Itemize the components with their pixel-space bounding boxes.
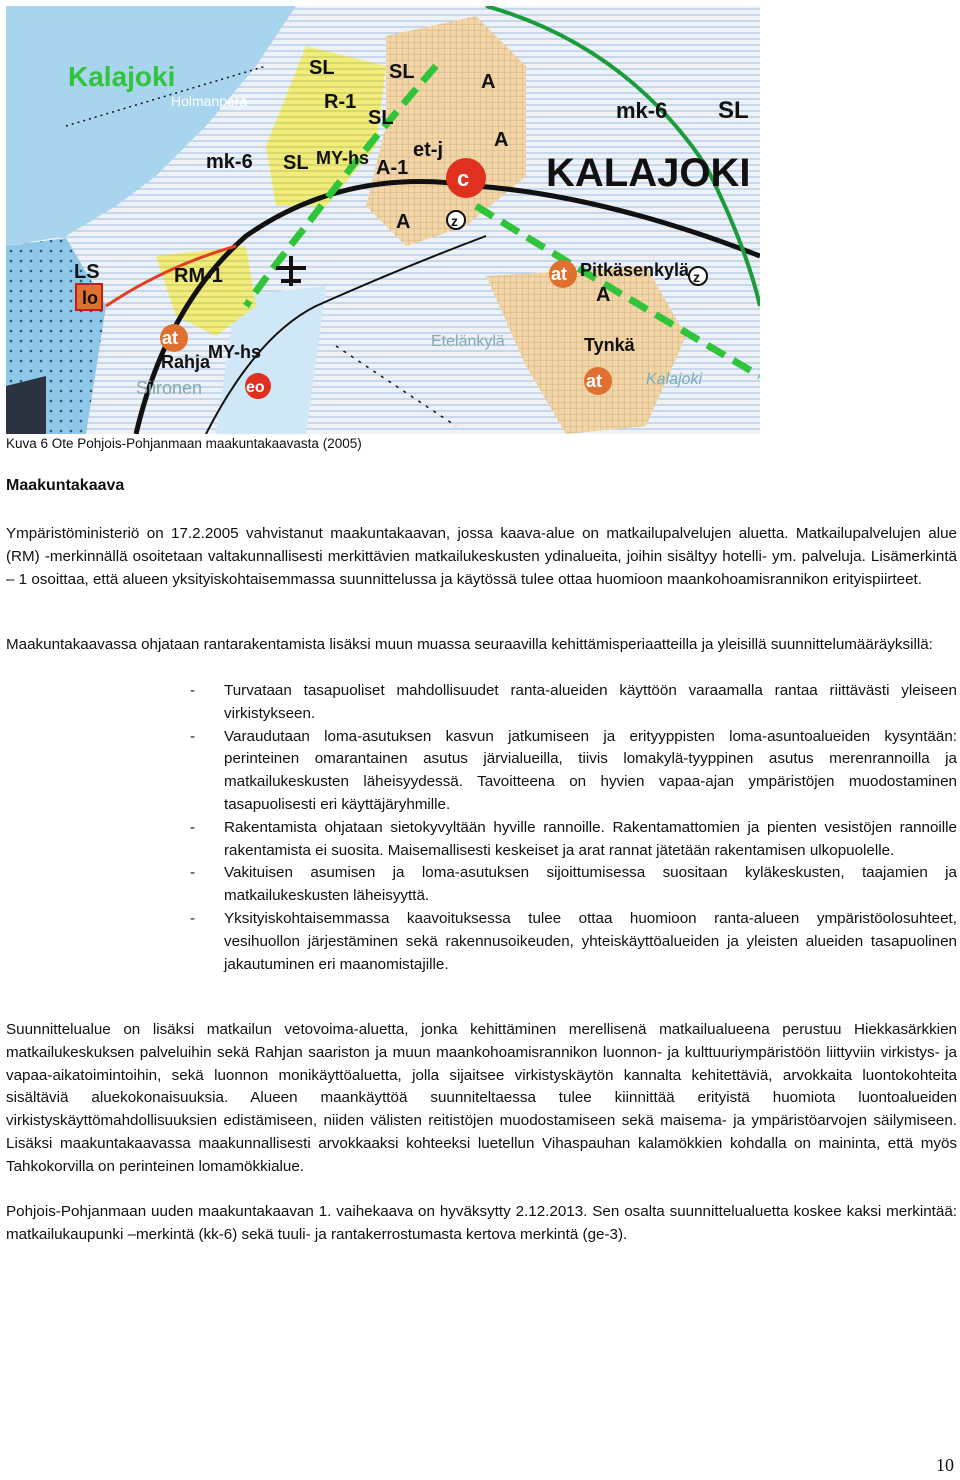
paragraph-4: Pohjois-Pohjanmaan uuden maakuntakaavan 1. vaihekaava on hyväksytty 2.12.2013. Sen osalta suunnittelualuetta koskee kaksi merkintää: matkailukaupunki –merkintä (kk-6) sekä tuuli- ja rantakerrostumasta kertova merkintä (ge-3). <box>6 1203 957 1243</box>
section-heading: Maakuntakaava <box>6 477 125 494</box>
label-z-1: z <box>451 213 458 229</box>
paragraph-2: Maakuntakaavassa ohjataan rantarakentamista lisäksi muun muassa seuraavilla kehittämisperiaatteilla ja yleisillä suunnittelumääräyksillä: <box>6 636 933 653</box>
figure-caption: Kuva 6 Ote Pohjois-Pohjanmaan maakuntakaavasta (2005) <box>6 436 362 451</box>
paragraph-1: Ympäristöministeriö on 17.2.2005 vahvistanut maakuntakaavan, jossa kaava-alue on matkailupalvelujen aluetta. Matkailupalvelujen alue (RM) -merkinnällä osoitetaan valtakunnallisesti merkittävien matkailukeskusten ydinalueita, joihin sisältyy hotelli- ym. palveluja. Lisämerkintä – 1 osoittaa, että alueen yksityiskohtaisemmassa suunnittelussa ja käytössä tulee ottaa huomioon maankohoamisrannikon erityispiirteet. <box>6 525 957 588</box>
list-item: - Vakituisen asumisen ja loma-asutuksen sijoittumisessa suositaan kyläkeskusten, taajamien ja matkailukeskusten läheisyyttä. <box>190 864 957 905</box>
list-item: - Yksityiskohtaisemmassa kaavoituksessa tulee ottaa huomioon ranta-alueen ympäristöolosuhteet, vesihuollon järjestäminen sekä rakennusoikeuden, yhteiskäyttöalueiden ja yleisten alueiden tasapuolinen jakautuminen eri maanomistajille. <box>190 909 957 973</box>
label-rm1: RM-1 <box>174 265 223 287</box>
page-number: 10 <box>936 1455 954 1475</box>
label-a-3: A <box>396 211 411 233</box>
label-kalajoki-small: Kalajoki <box>68 61 176 92</box>
list-item: - Varaudutaan loma-asutuksen kasvun jatkumiseen ja erityyppisten loma-asuntoalueiden kysyntään: perinteinen omarantainen asutus järvialueilla, tiivis lomakylä-tyyppinen asutus merenrannoilla ja matkailukeskusten läheisyydessä. Tavoitteena on hyvien vapaa-ajan ympäristöjen muodostaminen tasapuolisesti eri käyttäjäryhmille. <box>190 727 957 813</box>
dark-land <box>6 376 46 434</box>
label-myhs-2: MY-hs <box>208 342 262 362</box>
label-sl-3: SL <box>368 107 394 129</box>
label-eo: eo <box>246 379 265 396</box>
label-et-j: et-j <box>413 139 443 161</box>
label-sl-5: SL <box>718 97 749 124</box>
list-dash: - <box>190 864 196 882</box>
label-a-1: A <box>481 71 496 93</box>
list-dash: - <box>190 682 196 699</box>
paragraph-3: Suunnittelualue on lisäksi matkailun vetovoima-aluetta, jonka kehittäminen merellisenä matkailualueena perustuu Hiekkasärkkien matkailukeskuksen palveluihin sekä Rahjan saariston ja muun maankohoamisrannikon luonnon- ja kulttuuriympäristöön liittyviin virkistys- ja vapaa-aikatoimintoihin, sekä luonnon monikäyttöaluetta, jolla sijaitsee virkistyskäytön kannalta kehitettäviä, arvokkaita luontokohteita sisältäviä aluekokonaisuuksia. Alueen maankäyttöä suunniteltaessa tulee kiinnittää erityistä huomiota luontoalueiden virkistyskäyttömahdollisuuksien edistämiseen, niiden välisten reitistöjen muodostamiseen sekä maisema- ja ympäristöarvojen säilymiseen. Lisäksi maakuntakaavassa maakunnallisesti arvokkaaksi kohteeksi luetellun Vihaspauhan kalamökkien kohdalla on maininta, että myös Tahkokorvilla on perinteinen lomamökkialue. <box>6 1021 957 1175</box>
label-a-4: A <box>596 284 611 306</box>
label-kalajoki-river: Kalajoki <box>646 371 703 388</box>
label-mk6-east: mk-6 <box>616 98 668 123</box>
label-myhs-1: MY-hs <box>316 148 370 168</box>
label-pitkasenkyla: Pitkäsenkylä <box>580 260 690 280</box>
guideline-list <box>190 680 957 976</box>
list-dash: - <box>190 909 196 927</box>
list-item: - Rakentamista ohjataan sietokyvyltään hyville rannoille. Rakentamattomien ja pienten vesistöjen rannoille rakentamista ei suosita. Maisemallisesti keskeiset ja arat rannat jätetään rakentamisen ulkopuolelle. <box>190 818 957 859</box>
label-kalajoki-big: KALAJOKI <box>546 151 751 195</box>
label-sl-2: SL <box>389 61 415 83</box>
label-r1: R-1 <box>324 91 357 113</box>
label-siironen: Siironen <box>136 378 203 398</box>
label-at-1: at <box>162 328 179 348</box>
label-z-2: z <box>693 269 700 285</box>
label-etelankyla: Etelänkylä <box>431 333 505 350</box>
label-at-2: at <box>551 264 568 284</box>
label-tynka: Tynkä <box>584 335 635 355</box>
label-mk6-west: mk-6 <box>206 151 253 173</box>
label-c: c <box>457 166 470 191</box>
label-sl-1: SL <box>309 57 335 79</box>
label-rahja: Rahja <box>161 352 211 372</box>
label-a1: A-1 <box>376 157 409 179</box>
label-lo: lo <box>82 288 98 308</box>
label-holmanpera: Holmanperä <box>171 93 248 109</box>
regional-plan-map <box>6 6 760 434</box>
label-a-2: A <box>494 129 509 151</box>
list-dash: - <box>190 727 196 745</box>
label-sl-4: SL <box>283 152 309 174</box>
label-at-3: at <box>586 371 603 391</box>
label-ls: LS <box>74 261 100 283</box>
list-dash: - <box>190 818 196 836</box>
list-item: - Turvataan tasapuoliset mahdollisuudet ranta-alueiden käyttöön varaamalla rantaa riittävästi yleiseen virkistykseen. <box>190 682 957 722</box>
